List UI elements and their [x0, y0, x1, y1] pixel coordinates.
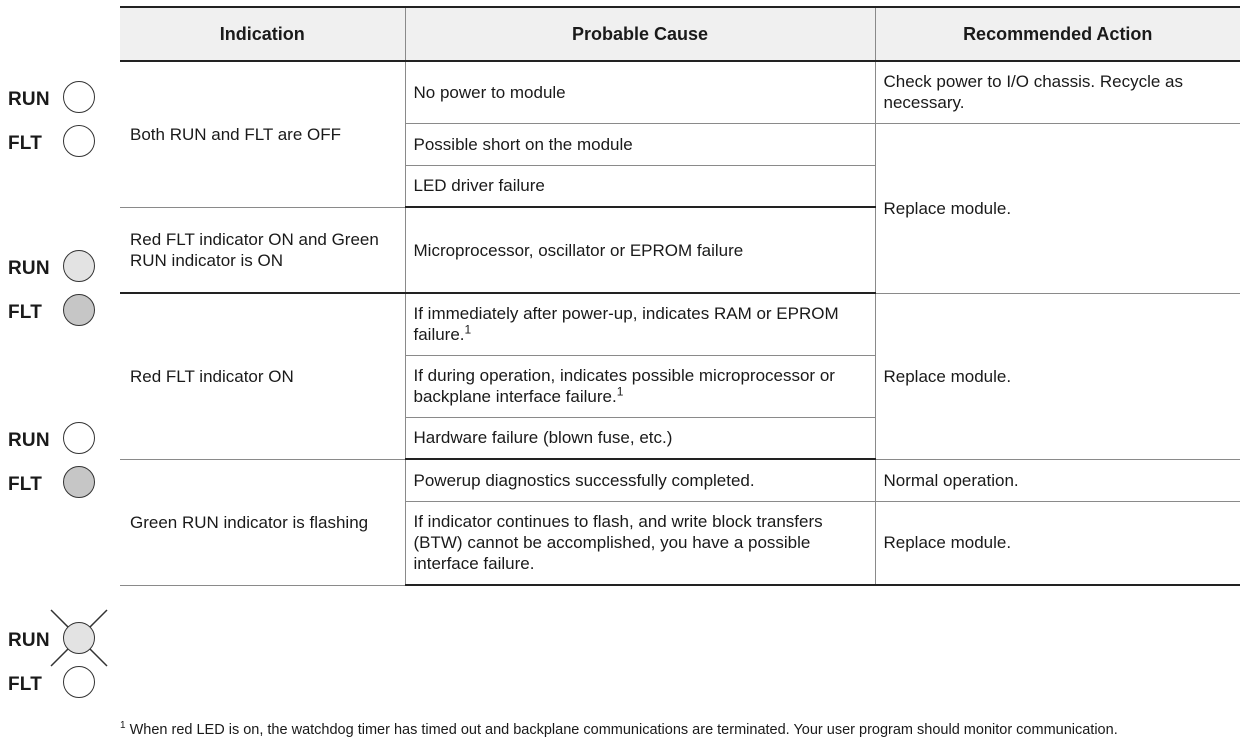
run-indicator-row: [8, 422, 120, 458]
flt-label: FLT: [8, 674, 43, 695]
action-cell: Replace module.: [875, 501, 1240, 585]
indication-cell: Green RUN indicator is flashing: [120, 459, 405, 585]
action-cell: Check power to I/O chassis. Recycle as necessary.: [875, 61, 1240, 123]
run-led-off-icon: [63, 422, 95, 454]
cause-cell: Microprocessor, oscillator or EPROM failure: [405, 207, 875, 293]
run-led-flashing-icon: [63, 622, 95, 654]
flt-indicator-row: [8, 125, 120, 161]
table-row: [120, 293, 1240, 355]
indication-cell: Red FLT indicator ON and Green RUN indicator is ON: [120, 207, 405, 293]
footnote: [120, 722, 1250, 738]
flt-led-on-icon: [63, 466, 95, 498]
run-led-on-icon: [63, 250, 95, 282]
header-recommended-action: Recommended Action: [875, 7, 1240, 61]
run-led-off-icon: [63, 81, 95, 113]
cause-text: If immediately after power-up, indicates RAM or EPROM failure.: [413, 304, 839, 345]
run-label: RUN: [8, 630, 50, 651]
run-indicator-row: [8, 622, 120, 658]
flt-led-off-icon: [63, 666, 95, 698]
cause-cell: [405, 293, 875, 355]
header-probable-cause: Probable Cause: [405, 7, 875, 61]
action-cell: Normal operation.: [875, 459, 1240, 501]
flt-led-on-icon: [63, 294, 95, 326]
table-header-row: [120, 7, 1240, 61]
indication-cell: Red FLT indicator ON: [120, 293, 405, 459]
run-indicator-row: [8, 250, 120, 286]
action-cell: Replace module.: [875, 293, 1240, 459]
header-indication: Indication: [120, 7, 405, 61]
flt-indicator-row: [8, 294, 120, 330]
flt-indicator-row: [8, 666, 120, 702]
cause-cell: No power to module: [405, 61, 875, 123]
cause-cell: If indicator continues to flash, and write block transfers (BTW) cannot be accomplished, you have a possible interface failure.: [405, 501, 875, 585]
troubleshooting-table: [120, 6, 1240, 586]
footnote-number: 1: [120, 720, 126, 732]
cause-cell: LED driver failure: [405, 165, 875, 207]
cause-text: If during operation, indicates possible microprocessor or backplane interface failure.: [413, 366, 835, 406]
footnote-marker: 1: [616, 384, 624, 399]
run-label: RUN: [8, 89, 50, 110]
flt-label: FLT: [8, 474, 43, 495]
run-indicator-row: [8, 81, 120, 117]
cause-cell: [405, 355, 875, 417]
indication-cell: Both RUN and FLT are OFF: [120, 61, 405, 207]
action-cell: Replace module.: [875, 123, 1240, 293]
footnote-text: When red LED is on, the watchdog timer has timed out and backplane communications are terminated. Your user program should monitor communication.: [129, 722, 1118, 738]
cause-cell: Powerup diagnostics successfully completed.: [405, 459, 875, 501]
cause-cell: Possible short on the module: [405, 123, 875, 165]
flt-indicator-row: [8, 466, 120, 502]
flt-label: FLT: [8, 302, 43, 323]
flt-label: FLT: [8, 133, 43, 154]
footnote-marker: 1: [464, 322, 472, 337]
cause-cell: Hardware failure (blown fuse, etc.): [405, 417, 875, 459]
table-row: [120, 459, 1240, 501]
run-label: RUN: [8, 258, 50, 279]
run-label: RUN: [8, 430, 50, 451]
flt-led-off-icon: [63, 125, 95, 157]
table-row: [120, 61, 1240, 123]
